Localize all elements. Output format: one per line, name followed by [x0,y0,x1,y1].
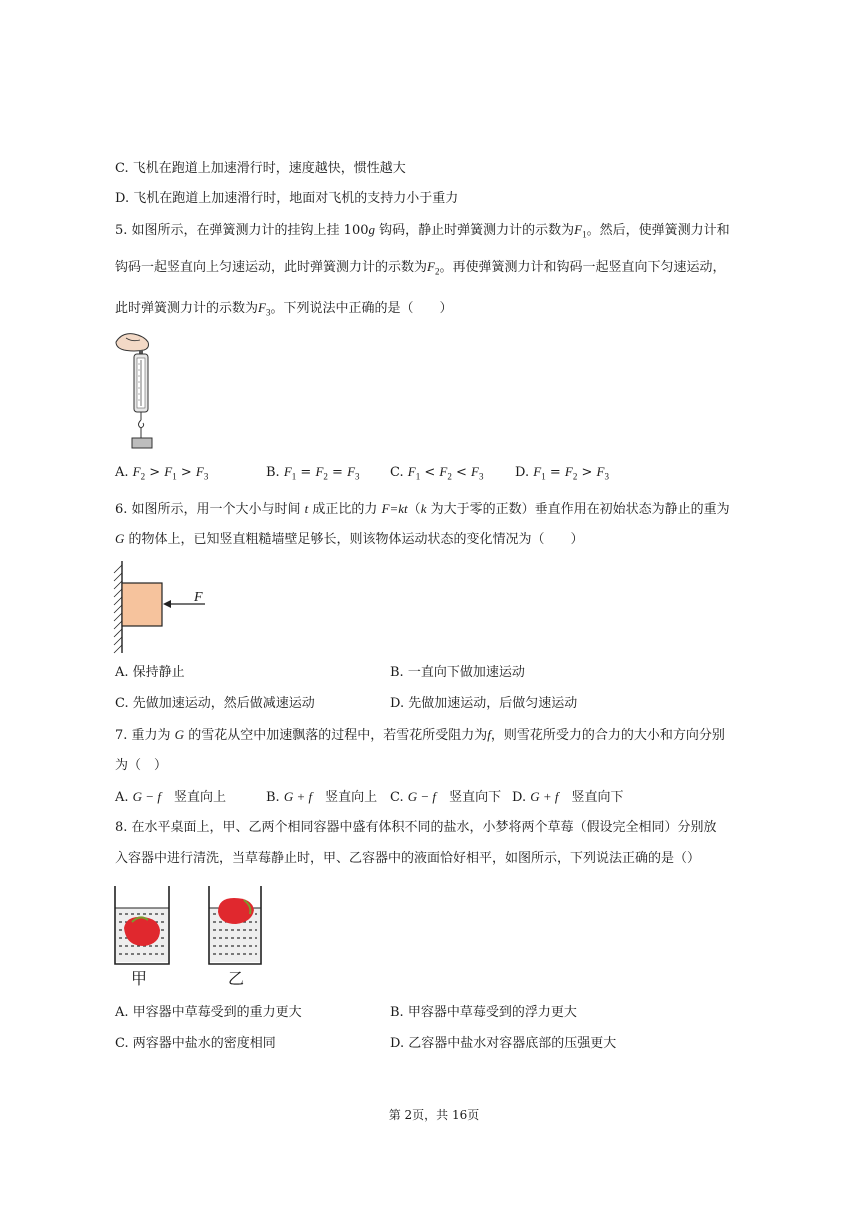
q5-stem-line2: 钩码一起竖直向上匀速运动，此时弹簧测力计的示数为$F_2$。再使弹簧测力计和钩码一起竖直向下匀速运动， [115,259,726,277]
q4-option-c: C. 飞机在跑道上加速滑行时，速度越快，惯性越大 [115,161,406,176]
q8-option-c[interactable]: C. 两容器中盐水的密度相同 [115,1036,276,1051]
label-jia: 甲 [131,969,148,988]
q7-option-a[interactable]: A. G − f 竖直向上 [115,789,226,805]
q7-option-d[interactable]: D. G + f 竖直向下 [512,789,624,805]
spring-scale-figure [112,330,162,452]
wall-block-figure [110,557,220,657]
q8-stem-line2: 入容器中进行清洗，当草莓静止时，甲、乙容器中的液面恰好相平，如图所示，下列说法正确的是（） [115,851,701,866]
q6-stem-line1: 6. 如图所示，用一个大小与时间 t 成正比的力 F=kt（k 为大于零的正数）垂直作用在初始状态为静止的重为 [115,501,730,517]
q5-option-c[interactable]: C. $F_1 < F_2 < F_3$ [390,464,484,482]
q7-stem-line1: 7. 重力为 G 的雪花从空中加速飘落的过程中，若雪花所受阻力为f，则雪花所受力的合力的大小和方向分别 [115,727,725,743]
q8-option-d[interactable]: D. 乙容器中盐水对容器底部的压强更大 [390,1036,617,1051]
q6-option-a[interactable]: A. 保持静止 [115,665,185,680]
q5-option-b[interactable]: B. $F_1 = F_2 = F_3$ [266,464,360,482]
force-label: F [194,590,203,605]
q5-option-d[interactable]: D. $F_1 = F_2 > F_3$ [515,464,609,482]
q6-option-b[interactable]: B. 一直向下做加速运动 [390,665,525,680]
q7-stem-line2: 为（ ） [115,758,168,773]
q7-option-b[interactable]: B. G + f 竖直向上 [266,789,378,805]
q6-option-d[interactable]: D. 先做加速运动，后做匀速运动 [390,696,578,711]
q5-option-a[interactable]: A. $F_2 > F_1 > F_3$ [115,464,209,482]
container-jia [115,886,169,964]
container-yi [209,886,261,964]
q8-stem-line1: 8. 在水平桌面上，甲、乙两个相同容器中盛有体积不同的盐水，小梦将两个草莓（假设完全相同）分别放 [115,820,717,835]
q7-option-c[interactable]: C. G − f 竖直向下 [390,789,502,805]
q6-option-c[interactable]: C. 先做加速运动，然后做减速运动 [115,696,315,711]
q8-option-b[interactable]: B. 甲容器中草莓受到的浮力更大 [390,1005,577,1020]
q4-option-d: D. 飞机在跑道上加速滑行时，地面对飞机的支持力小于重力 [115,191,459,206]
q5-stem-line3: 此时弹簧测力计的示数为$F_3$。下列说法中正确的是（ ） [115,300,453,318]
q5-stem-line1: 5. 如图所示，在弹簧测力计的挂钩上挂 100g 钩码，静止时弹簧测力计的示数为$F_1$。然后，使弹簧测力计和 [115,222,730,240]
label-yi: 乙 [228,969,245,988]
q8-option-a[interactable]: A. 甲容器中草莓受到的重力更大 [115,1005,302,1020]
q6-stem-line2: G 的物体上，已知竖直粗糙墙壁足够长，则该物体运动状态的变化情况为（ ） [115,531,584,547]
page-footer: 第 2页，共 16页 [388,1108,480,1122]
